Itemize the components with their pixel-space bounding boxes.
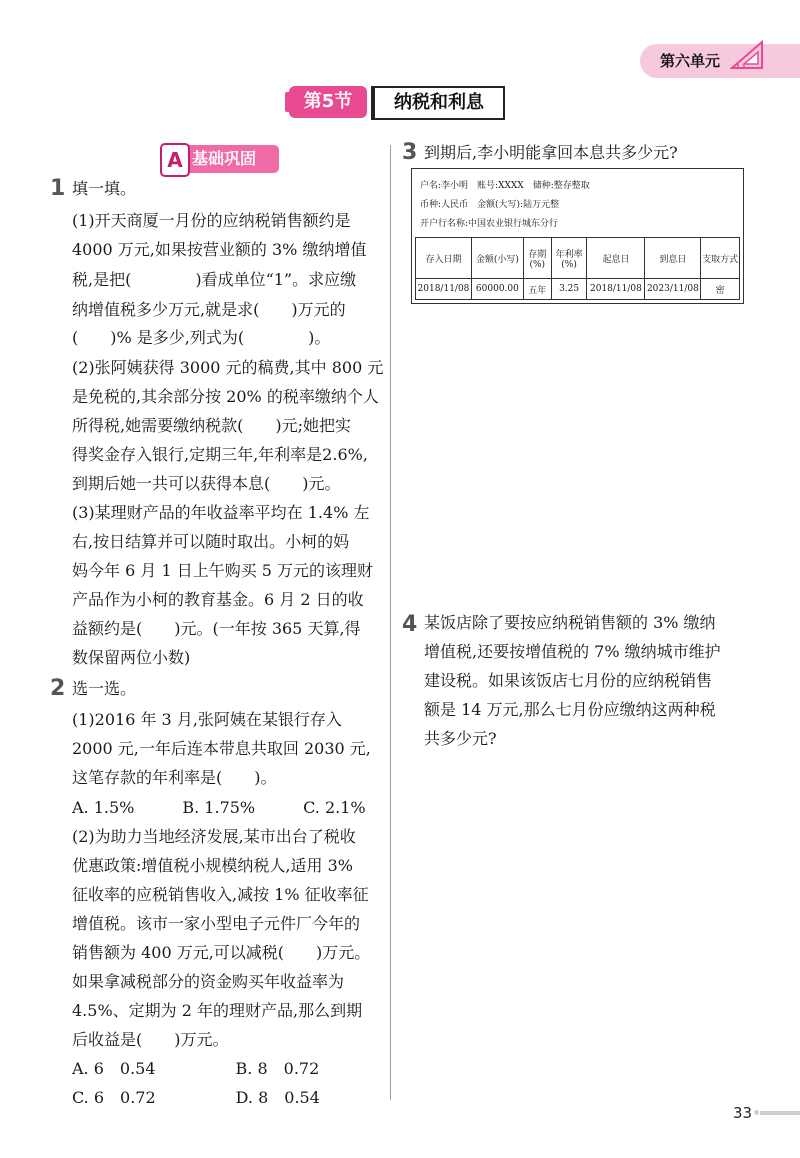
q2-line: (2)为助力当地经济发展,某市出台了税收 [72, 827, 356, 846]
q2-options-3: C. 6 0.72 D. 8 0.54 [72, 1088, 320, 1107]
q4-line: 建设税。如果该饭店七月份的应纳税销售 [424, 671, 713, 690]
slip-header-cell: 存入日期 [416, 238, 472, 279]
slip-cell: 60000.00 [471, 279, 523, 300]
slip-header-cell: 到息日 [645, 238, 701, 279]
slip-header-row [416, 238, 740, 279]
q1-line: 妈今年 6 月 1 日上午购买 5 万元的该理财 [72, 561, 374, 580]
q4-line: 额是 14 万元,那么七月份应缴纳这两种税 [424, 700, 716, 719]
q2-options-2: A. 6 0.54 B. 8 0.72 [72, 1059, 320, 1078]
question-3-title: 到期后,李小明能拿回本息共多少元? [424, 143, 678, 162]
q2-line: 优惠政策:增值税小规模纳税人,适用 3% [72, 856, 353, 875]
page-bar [760, 1111, 800, 1115]
q4-line: 某饭店除了要按应纳税销售额的 3% 缴纳 [424, 613, 716, 632]
q1-line: 是免税的,其余部分按 20% 的税率缴纳个人 [72, 387, 379, 406]
slip-line-1: 户名:李小明 账号:XXXX 储种:整存整取 [420, 181, 590, 191]
q1-line: (1)开天商厦一月份的应纳税销售额约是 [72, 211, 351, 230]
level-title: 基础巩固 [192, 149, 257, 168]
q1-line: 产品作为小柯的教育基金。6 月 2 日的收 [72, 590, 364, 609]
q1-line: 到期后她一共可以获得本息( )元。 [72, 474, 341, 493]
slip-cell: 密 [701, 279, 740, 300]
slip-table [415, 237, 740, 300]
question-4-number: 4 [402, 612, 418, 637]
question-1-title: 填一填。 [72, 179, 137, 198]
q1-line: 得奖金存入银行,定期三年,年利率是2.6%, [72, 445, 368, 464]
page-number: 33 [733, 1104, 753, 1122]
unit-title: 第六单元 [660, 52, 721, 70]
slip-line-2: 币种:人民币 金额(大写):陆万元整 [420, 200, 560, 210]
slip-header-cell: 支取方式 [701, 238, 740, 279]
slip-cell: 2018/11/08 [587, 279, 645, 300]
column-divider [390, 145, 391, 1100]
ruler-triangle-icon [730, 40, 764, 70]
q2-line: 增值税。该市一家小型电子元件厂今年的 [72, 914, 361, 933]
q2-line: 后收益是( )万元。 [72, 1030, 229, 1049]
q1-line: 4000 万元,如果按营业额的 3% 缴纳增值 [72, 240, 367, 259]
q4-line: 增值税,还要按增值税的 7% 缴纳城市维护 [424, 642, 721, 661]
q2-line: 销售额为 400 万元,可以减税( )万元。 [72, 943, 371, 962]
q2-line: 4.5%、定期为 2 年的理财产品,那么到期 [72, 1001, 363, 1020]
section-badge: 第5节 [289, 86, 367, 118]
question-2-number: 2 [50, 676, 66, 701]
q1-line: 纳增值税多少万元,就是求( )万元的 [72, 300, 346, 319]
slip-header-cell: 年利率(%) [551, 238, 587, 279]
q1-line: 益额约是( )元。(一年按 365 天算,得 [72, 619, 361, 638]
slip-cell: 2018/11/08 [416, 279, 472, 300]
question-2-title: 选一选。 [72, 679, 137, 698]
q2-line: 这笔存款的年利率是( )。 [72, 768, 277, 787]
slip-cell: 3.25 [551, 279, 587, 300]
q2-line: 征收率的应税销售收入,减按 1% 征收率征 [72, 885, 369, 904]
q1-line: 所得税,她需要缴纳税款( )元;她把实 [72, 416, 351, 435]
section-title: 纳税和利息 [371, 86, 505, 120]
q2-line: 2000 元,一年后连本带息共取回 2030 元, [72, 739, 371, 758]
page-dot [754, 1110, 759, 1115]
q1-line: 数保留两位小数) [72, 648, 191, 667]
slip-cell: 五年 [523, 279, 551, 300]
slip-header-cell: 起息日 [587, 238, 645, 279]
question-3-number: 3 [402, 140, 418, 165]
q1-line: (2)张阿姨获得 3000 元的稿费,其中 800 元 [72, 358, 384, 377]
q1-line: ( )% 是多少,列式为( )。 [72, 328, 331, 347]
level-letter: A [160, 143, 190, 177]
q1-line: 右,按日结算并可以随时取出。小柯的妈 [72, 532, 350, 551]
q1-line: (3)某理财产品的年收益率平均在 1.4% 左 [72, 503, 370, 522]
slip-header-cell: 金额(小写) [471, 238, 523, 279]
q4-line: 共多少元? [424, 729, 497, 748]
slip-data-row [416, 279, 740, 300]
q2-options-1: A. 1.5% B. 1.75% C. 2.1% [72, 798, 366, 817]
slip-cell: 2023/11/08 [645, 279, 701, 300]
slip-header-cell: 存期(%) [523, 238, 551, 279]
q2-line: 如果拿减税部分的资金购买年收益率为 [72, 972, 345, 991]
question-1-number: 1 [50, 176, 66, 201]
bank-deposit-slip [411, 168, 744, 304]
slip-line-3: 开户行名称:中国农业银行城东分行 [420, 219, 559, 229]
q2-line: (1)2016 年 3 月,张阿姨在某银行存入 [72, 710, 342, 729]
q1-line: 税,是把( )看成单位“1”。求应缴 [72, 270, 357, 289]
